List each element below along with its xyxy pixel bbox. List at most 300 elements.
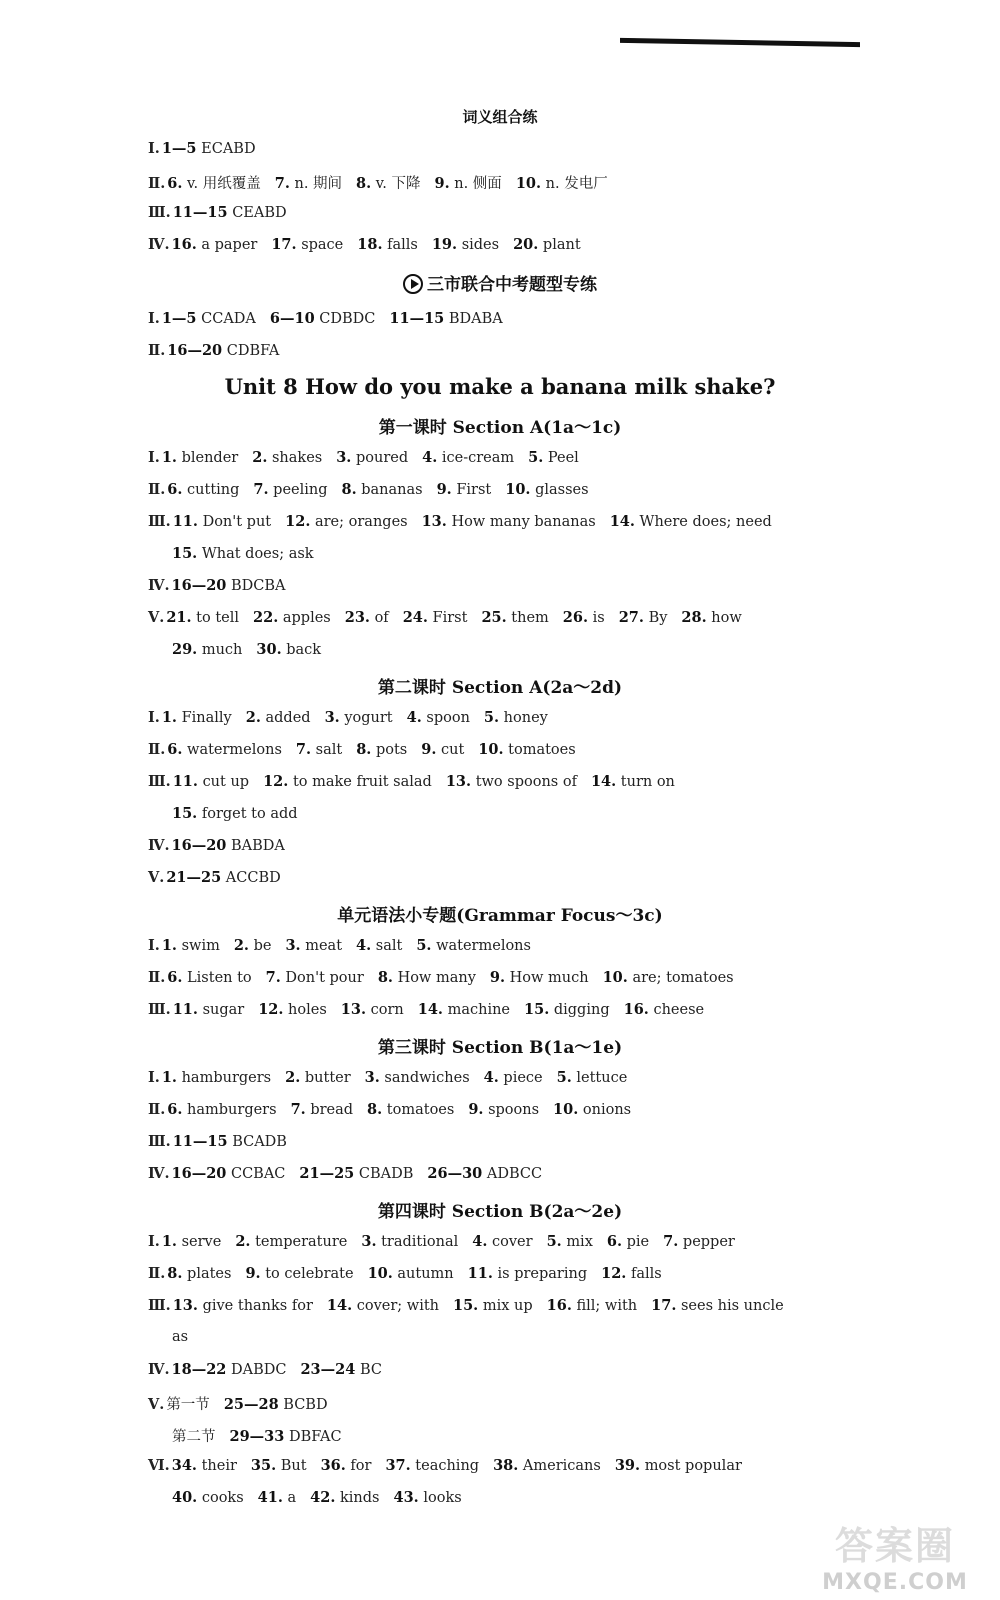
item-answer: hamburgers: [181, 1070, 272, 1086]
item-number: 19.: [431, 236, 458, 253]
answer-line: [148, 1265, 676, 1282]
answer-item: [422, 450, 514, 466]
item-number: 11.: [172, 1001, 198, 1018]
item-answer: cover; with: [356, 1298, 439, 1314]
item-number: 7.: [274, 175, 290, 192]
answer-line: [148, 837, 299, 854]
item-number: 2.: [285, 1069, 301, 1086]
answer-item: [619, 610, 668, 626]
item-number: 18—22: [171, 1361, 227, 1378]
answer-line: [148, 204, 301, 221]
answer-item: [624, 1002, 705, 1018]
item-number: 3.: [324, 709, 340, 726]
item-answer: glasses: [535, 482, 589, 498]
answer-item: [490, 970, 589, 986]
watermark-chars: 答案圈: [834, 1524, 955, 1568]
item-number: 13.: [340, 1001, 367, 1018]
answer-item: [418, 1002, 510, 1018]
part-numeral: Ⅰ.: [148, 709, 160, 726]
item-number: 9.: [489, 969, 506, 986]
answer-item: [603, 970, 734, 986]
item-number: 14.: [326, 1297, 353, 1314]
item-answer: Listen to: [187, 970, 252, 986]
part-numeral: Ⅲ.: [148, 773, 171, 790]
item-answer: most popular: [644, 1458, 742, 1474]
heading-text: 三市联合中考题型专练: [427, 275, 597, 295]
item-answer: piece: [503, 1070, 543, 1086]
item-answer: cheese: [653, 1002, 705, 1018]
part-numeral: Ⅳ.: [148, 236, 170, 253]
item-number: 13.: [172, 1297, 198, 1314]
item-number: 8.: [341, 481, 357, 498]
item-answer: spoons: [488, 1102, 540, 1118]
answer-item: [368, 1266, 454, 1282]
item-number: 3.: [361, 1233, 377, 1250]
answer-item: [166, 610, 239, 626]
answer-item: [230, 1429, 342, 1445]
item-answer: peeling: [273, 482, 328, 498]
answer-item: [681, 610, 741, 626]
part-numeral: Ⅴ.: [148, 869, 165, 886]
item-answer: ECABD: [201, 141, 256, 157]
answer-item: [651, 1298, 784, 1314]
answer-item: [285, 1070, 351, 1086]
item-number: 4.: [483, 1069, 499, 1086]
item-answer: be: [253, 938, 272, 954]
item-number: 11.: [172, 773, 198, 790]
item-answer: as: [172, 1329, 189, 1345]
item-answer: spoon: [426, 710, 470, 726]
answer-item: [162, 311, 256, 327]
item-answer: Peel: [547, 450, 579, 466]
item-number: 10.: [505, 481, 531, 498]
item-answer: holes: [288, 1002, 327, 1018]
section-heading: [0, 1197, 1000, 1222]
item-number: 26.: [562, 609, 589, 626]
answer-line: [148, 1101, 645, 1118]
answer-item: [327, 1298, 439, 1314]
item-answer: machine: [447, 1002, 511, 1018]
item-number: 4.: [422, 449, 438, 466]
item-answer: looks: [423, 1490, 462, 1506]
answer-item: [172, 1362, 287, 1378]
part-numeral: Ⅱ.: [148, 1101, 166, 1118]
item-number: 25—28: [223, 1396, 279, 1413]
answer-item: [553, 1102, 631, 1118]
item-answer: Don't pour: [285, 970, 364, 986]
item-number: 43.: [393, 1489, 419, 1506]
item-answer: poured: [355, 450, 409, 466]
answer-line: [148, 609, 756, 626]
answer-line: [148, 1457, 756, 1474]
answer-line-continued: [172, 1425, 356, 1446]
item-number: 42.: [310, 1489, 336, 1506]
item-number: 20.: [513, 236, 539, 253]
answer-item: [365, 1070, 470, 1086]
item-answer: n. 发电厂: [545, 176, 608, 192]
item-answer: First: [456, 482, 492, 498]
item-answer: BABDA: [230, 838, 285, 854]
answer-item: [251, 1458, 307, 1474]
item-answer: is: [592, 610, 605, 626]
item-answer: of: [374, 610, 389, 626]
answer-item: [162, 1234, 221, 1250]
item-number: 11—15: [172, 204, 228, 221]
item-number: 11.: [467, 1265, 493, 1282]
item-number: 8.: [167, 1265, 183, 1282]
answer-item: [528, 450, 579, 466]
part-numeral: Ⅰ.: [148, 1233, 160, 1250]
answer-item: [361, 1234, 458, 1250]
item-answer: butter: [304, 1070, 351, 1086]
item-number: 6.: [167, 1101, 183, 1118]
item-number: 4.: [406, 709, 422, 726]
item-number: 12.: [285, 513, 311, 530]
item-answer: them: [511, 610, 549, 626]
item-answer: BCADB: [232, 1134, 287, 1150]
answer-line: [148, 1001, 718, 1018]
answer-item: [172, 806, 298, 822]
item-number: 7.: [253, 481, 269, 498]
answer-item: [167, 742, 282, 758]
item-number: 3.: [364, 1069, 380, 1086]
answer-item: [547, 1298, 638, 1314]
item-answer: plant: [542, 237, 581, 253]
item-number: 25.: [481, 609, 507, 626]
item-number: 22.: [253, 609, 279, 626]
answer-line: [148, 741, 590, 758]
answer-line: [148, 773, 689, 790]
answer-item: [341, 1002, 404, 1018]
answer-item: [252, 450, 322, 466]
item-number: 7.: [290, 1101, 306, 1118]
part-numeral: Ⅳ.: [148, 1165, 170, 1182]
item-number: 1.: [161, 709, 177, 726]
answer-item: [663, 1234, 735, 1250]
item-number: 1.: [161, 1233, 177, 1250]
answer-item: [167, 970, 251, 986]
item-number: 15.: [172, 805, 198, 822]
item-answer: hamburgers: [187, 1102, 277, 1118]
item-answer: ice-cream: [441, 450, 515, 466]
answer-item: [481, 610, 548, 626]
part-numeral: Ⅰ.: [148, 937, 160, 954]
part-numeral: Ⅰ.: [148, 310, 160, 327]
answer-item: [285, 514, 407, 530]
item-answer: back: [286, 642, 322, 658]
item-number: 30.: [256, 641, 282, 658]
answer-item: [162, 710, 232, 726]
answer-item: [394, 1490, 462, 1506]
answer-item: [172, 1458, 237, 1474]
item-answer: swim: [181, 938, 220, 954]
item-number: 1.: [161, 1069, 177, 1086]
answer-item: [432, 237, 499, 253]
item-answer: BC: [359, 1362, 382, 1378]
item-answer: 第一节: [166, 1397, 210, 1413]
answer-item: [256, 642, 321, 658]
item-number: 38.: [493, 1457, 519, 1474]
answer-item: [285, 938, 342, 954]
item-answer: cut up: [202, 774, 250, 790]
item-number: 6.: [167, 175, 183, 192]
item-answer: BDCBA: [230, 578, 286, 594]
answer-line: [148, 1393, 342, 1414]
watermark-logo: [810, 1515, 980, 1595]
item-number: 16—20: [171, 1165, 227, 1182]
answer-item: [258, 1490, 297, 1506]
part-numeral: Ⅳ.: [148, 577, 170, 594]
item-number: 34.: [171, 1457, 197, 1474]
item-answer: honey: [503, 710, 548, 726]
item-number: 28.: [681, 609, 707, 626]
item-number: 23—24: [300, 1361, 356, 1378]
answer-item: [524, 1002, 610, 1018]
item-answer: to celebrate: [265, 1266, 354, 1282]
answer-item: [389, 311, 502, 327]
item-number: 35.: [250, 1457, 277, 1474]
part-numeral: Ⅰ.: [148, 1069, 160, 1086]
item-number: 13.: [445, 773, 472, 790]
part-numeral: Ⅲ.: [148, 1297, 171, 1314]
heading-text: 第三课时 Section B(1a～1e): [377, 1038, 623, 1058]
watermark-site: MXQE.COM: [822, 1570, 968, 1595]
answer-line: [148, 449, 593, 466]
item-number: 39.: [614, 1457, 641, 1474]
item-answer: What does; ask: [201, 546, 314, 562]
answer-item: [427, 1166, 542, 1182]
item-answer: pots: [375, 742, 408, 758]
item-answer: a: [287, 1490, 297, 1506]
heading-text: Unit 8 How do you make a banana milk shake?: [224, 374, 776, 399]
heading-text: 词义组合练: [462, 108, 538, 126]
item-number: 15.: [172, 545, 198, 562]
part-numeral: Ⅵ.: [148, 1457, 170, 1474]
answer-item: [235, 1234, 347, 1250]
item-answer: plates: [187, 1266, 232, 1282]
answer-item: [446, 774, 577, 790]
answer-item: [547, 1234, 593, 1250]
answer-item: [336, 450, 408, 466]
answer-line: [148, 513, 786, 530]
answer-line-continued: [172, 1489, 476, 1506]
item-answer: two spoons of: [475, 774, 577, 790]
answer-item: [357, 237, 418, 253]
item-answer: give thanks for: [202, 1298, 313, 1314]
answer-item: [173, 1134, 287, 1150]
answer-line: [148, 869, 295, 886]
answer-item: [478, 742, 575, 758]
item-answer: DBFAC: [288, 1429, 342, 1445]
answer-item: [310, 1490, 379, 1506]
answer-item: [263, 774, 432, 790]
answer-item: [270, 311, 376, 327]
answer-item: [234, 938, 272, 954]
answer-item: [173, 514, 271, 530]
item-number: 14.: [590, 773, 617, 790]
answer-line: [148, 342, 293, 359]
answer-item: [468, 1266, 587, 1282]
item-answer: are; oranges: [314, 514, 408, 530]
item-answer: DABDC: [230, 1362, 287, 1378]
item-answer: Finally: [181, 710, 232, 726]
part-numeral: Ⅲ.: [148, 204, 171, 221]
item-number: 26—30: [427, 1165, 483, 1182]
answer-item: [172, 838, 285, 854]
item-number: 15.: [453, 1297, 479, 1314]
item-number: 9.: [421, 741, 437, 758]
item-answer: How many bananas: [451, 514, 596, 530]
answer-line-continued: [172, 545, 328, 562]
answer-item: [342, 482, 423, 498]
item-number: 10.: [478, 741, 504, 758]
item-number: 6.: [606, 1233, 623, 1250]
item-number: 8.: [367, 1101, 383, 1118]
answer-item: [378, 970, 476, 986]
answer-item: [271, 237, 343, 253]
item-answer: watermelons: [187, 742, 282, 758]
item-number: 7.: [265, 969, 281, 986]
item-number: 2.: [235, 1233, 251, 1250]
answer-item: [610, 514, 772, 530]
answer-item: [266, 970, 364, 986]
section-heading: [0, 270, 1000, 295]
answer-item: [416, 938, 531, 954]
part-numeral: Ⅳ.: [148, 1361, 170, 1378]
item-answer: Americans: [522, 1458, 601, 1474]
item-number: 13.: [421, 513, 447, 530]
item-answer: CCBAC: [230, 1166, 286, 1182]
item-answer: mix: [566, 1234, 593, 1250]
answer-item: [253, 610, 331, 626]
part-numeral: Ⅲ.: [148, 1133, 171, 1150]
item-answer: added: [265, 710, 311, 726]
item-number: 17.: [651, 1297, 677, 1314]
item-number: 21—25: [166, 869, 222, 886]
heading-text: 单元语法小专题(Grammar Focus～3c): [337, 906, 663, 926]
item-answer: Don't put: [202, 514, 272, 530]
answer-line: [148, 709, 562, 726]
item-number: 7.: [295, 741, 312, 758]
answer-line: [148, 577, 300, 594]
item-answer: tomatoes: [508, 742, 576, 758]
item-answer: to make fruit salad: [292, 774, 432, 790]
answer-item: [356, 938, 402, 954]
answer-item: [258, 1002, 327, 1018]
item-answer: teaching: [415, 1458, 480, 1474]
item-answer: temperature: [255, 1234, 348, 1250]
answer-line: [148, 1069, 641, 1086]
item-answer: turn on: [620, 774, 675, 790]
answer-item: [345, 610, 389, 626]
item-number: 2.: [233, 937, 249, 954]
section-heading: [0, 673, 1000, 698]
answer-item: [493, 1458, 601, 1474]
item-answer: v. 下降: [375, 176, 421, 192]
item-answer: BCBD: [283, 1397, 328, 1413]
answer-item: [167, 343, 279, 359]
item-answer: traditional: [381, 1234, 459, 1250]
part-numeral: Ⅱ.: [148, 342, 166, 359]
item-answer: is preparing: [497, 1266, 588, 1282]
answer-item: [296, 742, 342, 758]
answer-item: [325, 710, 393, 726]
item-number: 16.: [623, 1001, 649, 1018]
answer-line: [148, 1233, 749, 1250]
item-number: 16.: [171, 236, 197, 253]
answer-item: [172, 1166, 286, 1182]
item-number: 9.: [436, 481, 452, 498]
answer-item: [224, 1397, 328, 1413]
answer-item: [505, 482, 588, 498]
item-number: 12.: [258, 1001, 284, 1018]
answer-item: [472, 1234, 532, 1250]
section-heading: [0, 1033, 1000, 1058]
answer-item: [437, 482, 492, 498]
item-answer: 第二节: [172, 1429, 216, 1445]
answer-line: [148, 172, 622, 193]
answer-item: [167, 1266, 231, 1282]
answer-item: [275, 176, 342, 192]
answer-item: [172, 1329, 188, 1345]
item-number: 8.: [356, 175, 372, 192]
item-answer: CDBDC: [319, 311, 376, 327]
answer-item: [484, 1070, 543, 1086]
item-number: 2.: [252, 449, 268, 466]
answer-item: [172, 1490, 244, 1506]
item-answer: falls: [630, 1266, 662, 1282]
item-number: 18.: [357, 236, 383, 253]
answer-item: [435, 176, 502, 192]
answer-item: [162, 938, 220, 954]
item-answer: corn: [370, 1002, 404, 1018]
item-number: 23.: [344, 609, 370, 626]
answer-line-continued: [172, 641, 335, 658]
item-answer: CCADA: [201, 311, 256, 327]
item-number: 17.: [271, 236, 297, 253]
answer-item: [167, 1102, 276, 1118]
item-answer: cutting: [187, 482, 240, 498]
item-answer: bananas: [361, 482, 423, 498]
item-number: 9.: [434, 175, 450, 192]
item-number: 37.: [385, 1457, 411, 1474]
item-answer: forget to add: [201, 806, 298, 822]
answer-item: [172, 1429, 216, 1445]
answer-line: [148, 1165, 556, 1182]
item-answer: salt: [315, 742, 343, 758]
answer-item: [453, 1298, 533, 1314]
item-answer: sugar: [202, 1002, 245, 1018]
item-answer: CBADB: [358, 1166, 414, 1182]
item-answer: their: [201, 1458, 237, 1474]
item-number: 6.: [167, 741, 183, 758]
arrow-circle-icon: [403, 274, 423, 294]
answer-item: [253, 482, 327, 498]
item-answer: sandwiches: [384, 1070, 470, 1086]
section-heading: [0, 901, 1000, 926]
item-number: 10.: [553, 1101, 579, 1118]
section-heading: [0, 106, 1000, 127]
item-answer: cooks: [201, 1490, 244, 1506]
item-answer: fill; with: [576, 1298, 638, 1314]
item-number: 4.: [472, 1233, 488, 1250]
item-number: 3.: [336, 449, 352, 466]
part-numeral: Ⅴ.: [148, 609, 165, 626]
answer-item: [167, 176, 260, 192]
section-heading: [0, 374, 1000, 399]
answer-item: [468, 1102, 539, 1118]
answer-item: [403, 610, 468, 626]
